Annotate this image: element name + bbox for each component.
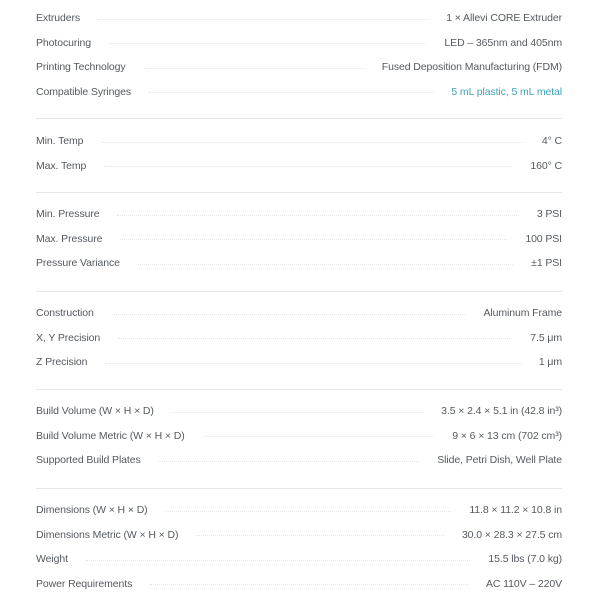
spec-value: 1 × Allevi CORE Extruder bbox=[446, 12, 562, 25]
dotted-leader bbox=[166, 511, 452, 512]
spec-value: 15.5 lbs (7.0 kg) bbox=[488, 553, 562, 566]
spec-group-printing bbox=[36, 6, 562, 104]
dotted-leader bbox=[117, 215, 518, 216]
spec-row-pressure-variance bbox=[36, 251, 562, 276]
dotted-leader bbox=[172, 412, 423, 413]
dotted-leader bbox=[109, 43, 426, 44]
spec-row-compatible-syringes bbox=[36, 80, 562, 105]
spec-value: Aluminum Frame bbox=[483, 307, 562, 320]
spec-label: Z Precision bbox=[36, 356, 88, 369]
spec-label: Build Volume Metric (W × H × D) bbox=[36, 429, 185, 442]
dotted-leader bbox=[149, 92, 433, 93]
spec-value: Fused Deposition Manufacturing (FDM) bbox=[381, 61, 562, 74]
spec-label: Max. Pressure bbox=[36, 232, 103, 245]
spec-row-build-volume bbox=[36, 399, 562, 424]
section-divider bbox=[36, 118, 562, 119]
dotted-leader bbox=[98, 19, 428, 20]
spec-row-build-volume-metric bbox=[36, 424, 562, 449]
spec-label: Min. Temp bbox=[36, 135, 84, 148]
spec-row-construction bbox=[36, 301, 562, 326]
spec-row-weight bbox=[36, 547, 562, 572]
spec-label: Build Volume (W × H × D) bbox=[36, 405, 154, 418]
spec-label: Compatible Syringes bbox=[36, 85, 131, 98]
dotted-leader bbox=[105, 363, 520, 364]
spec-label: Supported Build Plates bbox=[36, 454, 141, 467]
spec-label: Printing Technology bbox=[36, 61, 126, 74]
dotted-leader bbox=[104, 166, 512, 167]
spec-row-photocuring bbox=[36, 31, 562, 56]
spec-label: X, Y Precision bbox=[36, 331, 101, 344]
spec-row-extruders bbox=[36, 6, 562, 31]
spec-value: AC 110V – 220V bbox=[485, 577, 562, 590]
spec-group-construction bbox=[36, 301, 562, 375]
dotted-leader bbox=[86, 560, 471, 561]
spec-label: Photocuring bbox=[36, 36, 91, 49]
spec-label: Extruders bbox=[36, 12, 81, 25]
spec-group-pressure bbox=[36, 202, 562, 276]
dotted-leader bbox=[118, 338, 512, 339]
spec-group-temperature bbox=[36, 129, 562, 178]
spec-row-printing-technology bbox=[36, 55, 562, 80]
spec-value: 3.5 × 2.4 × 5.1 in (42.8 in³) bbox=[441, 405, 562, 418]
spec-label: Min. Pressure bbox=[36, 208, 100, 221]
dotted-leader bbox=[150, 584, 468, 585]
spec-row-max-pressure bbox=[36, 227, 562, 252]
dotted-leader bbox=[112, 314, 466, 315]
spec-value: 7.5 μm bbox=[530, 331, 562, 344]
spec-value: 11.8 × 11.2 × 10.8 in bbox=[469, 504, 562, 517]
spec-row-min-pressure bbox=[36, 202, 562, 227]
section-divider bbox=[36, 192, 562, 193]
spec-value: 4° C bbox=[541, 135, 562, 148]
spec-value: 30.0 × 28.3 × 27.5 cm bbox=[461, 528, 562, 541]
spec-label: Dimensions (W × H × D) bbox=[36, 504, 148, 517]
dotted-leader bbox=[159, 461, 420, 462]
dotted-leader bbox=[120, 239, 507, 240]
compatible-syringes-link[interactable]: 5 mL plastic, 5 mL metal bbox=[451, 85, 562, 98]
spec-value: 100 PSI bbox=[525, 232, 562, 245]
spec-row-min-temp bbox=[36, 129, 562, 154]
dotted-leader bbox=[196, 535, 444, 536]
dotted-leader bbox=[138, 264, 513, 265]
spec-value: 160° C bbox=[530, 159, 562, 172]
section-divider bbox=[36, 291, 562, 292]
spec-group-build-volume bbox=[36, 399, 562, 473]
spec-value: 3 PSI bbox=[536, 208, 562, 221]
spec-label: Pressure Variance bbox=[36, 257, 120, 270]
spec-label: Dimensions Metric (W × H × D) bbox=[36, 528, 179, 541]
section-divider bbox=[36, 488, 562, 489]
section-divider bbox=[36, 389, 562, 390]
spec-value: 9 × 6 × 13 cm (702 cm³) bbox=[452, 429, 562, 442]
spec-row-dimensions bbox=[36, 498, 562, 523]
spec-row-supported-build-plates bbox=[36, 448, 562, 473]
dotted-leader bbox=[144, 68, 364, 69]
spec-label: Construction bbox=[36, 307, 94, 320]
spec-value: ±1 PSI bbox=[531, 257, 562, 270]
spec-row-xy-precision bbox=[36, 326, 562, 351]
spec-value: 1 μm bbox=[538, 356, 562, 369]
dotted-leader bbox=[203, 436, 435, 437]
spec-label: Weight bbox=[36, 553, 68, 566]
spec-group-dimensions bbox=[36, 498, 562, 596]
spec-row-max-temp bbox=[36, 154, 562, 179]
spec-row-power-requirements bbox=[36, 572, 562, 597]
spec-label: Power Requirements bbox=[36, 577, 133, 590]
spec-row-z-precision bbox=[36, 350, 562, 375]
spec-value: Slide, Petri Dish, Well Plate bbox=[437, 454, 562, 467]
spec-label: Max. Temp bbox=[36, 159, 87, 172]
spec-value: LED – 365nm and 405nm bbox=[444, 36, 562, 49]
dotted-leader bbox=[101, 142, 524, 143]
spec-row-dimensions-metric bbox=[36, 523, 562, 548]
